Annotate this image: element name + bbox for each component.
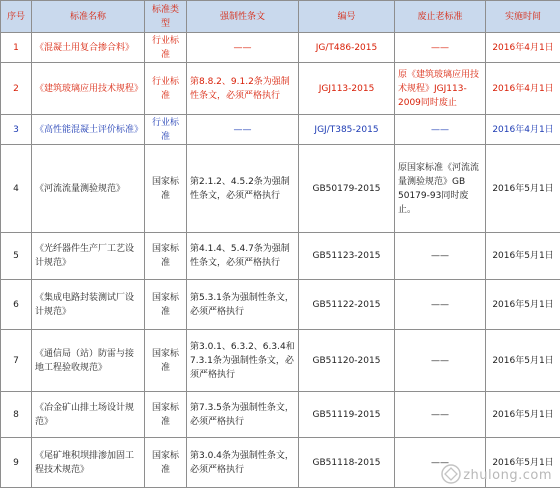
header-name: 标准名称	[32, 1, 145, 33]
cell-mandatory: 第2.1.2、4.5.2条为强制性条文，必须严格执行	[187, 145, 299, 233]
cell-replaced: ——	[395, 33, 486, 63]
cell-date: 2016年4月1日	[486, 33, 560, 63]
cell-date: 2016年5月1日	[486, 438, 560, 488]
cell-type: 国家标准	[145, 145, 187, 233]
cell-code: JGJ/T385-2015	[299, 115, 395, 145]
cell-code: JGJ113-2015	[299, 63, 395, 115]
table-row	[1, 280, 560, 330]
cell-code: GB50179-2015	[299, 145, 395, 233]
cell-type: 行业标准	[145, 63, 187, 115]
cell-type: 国家标准	[145, 280, 187, 330]
table-row	[1, 33, 560, 63]
table-row	[1, 392, 560, 438]
header-mandatory: 强制性条文	[187, 1, 299, 33]
cell-replaced: ——	[395, 392, 486, 438]
cell-date: 2016年5月1日	[486, 330, 560, 392]
cell-code: GB51122-2015	[299, 280, 395, 330]
header-replaced: 废止老标准	[395, 1, 486, 33]
header-code: 编号	[299, 1, 395, 33]
cell-type: 国家标准	[145, 330, 187, 392]
cell-date: 2016年5月1日	[486, 145, 560, 233]
cell-replaced: ——	[395, 233, 486, 280]
cell-date: 2016年5月1日	[486, 280, 560, 330]
cell-replaced: 原《建筑玻璃应用技术规程》JGJ113-2009同时废止	[395, 63, 486, 115]
cell-no: 4	[1, 145, 32, 233]
cell-no: 9	[1, 438, 32, 488]
cell-no: 7	[1, 330, 32, 392]
cell-no: 6	[1, 280, 32, 330]
table-row	[1, 63, 560, 115]
cell-code: GB51118-2015	[299, 438, 395, 488]
cell-replaced: ——	[395, 330, 486, 392]
cell-name: 《混凝土用复合掺合料》	[32, 33, 145, 63]
cell-date: 2016年4月1日	[486, 63, 560, 115]
cell-mandatory: ——	[187, 33, 299, 63]
cell-name: 《尾矿堆积坝排渗加固工程技术规范》	[32, 438, 145, 488]
cell-replaced: 原国家标准《河流流量测验规范》GB 50179-93同时废止。	[395, 145, 486, 233]
table-row	[1, 115, 560, 145]
header-date: 实施时间	[486, 1, 560, 33]
cell-replaced: ——	[395, 115, 486, 145]
cell-mandatory: 第5.3.1条为强制性条文，必须严格执行	[187, 280, 299, 330]
cell-name: 《河流流量测验规范》	[32, 145, 145, 233]
cell-type: 国家标准	[145, 233, 187, 280]
header-type: 标准类型	[145, 1, 187, 33]
cell-date: 2016年4月1日	[486, 115, 560, 145]
cell-code: JG/T486-2015	[299, 33, 395, 63]
cell-mandatory: 第8.8.2、9.1.2条为强制性条文，必须严格执行	[187, 63, 299, 115]
cell-code: GB51119-2015	[299, 392, 395, 438]
table-row	[1, 233, 560, 280]
cell-mandatory: 第3.0.4条为强制性条文，必须严格执行	[187, 438, 299, 488]
header-row	[1, 1, 560, 33]
cell-name: 《集成电路封装测试厂设计规范》	[32, 280, 145, 330]
table-row	[1, 145, 560, 233]
table-row	[1, 330, 560, 392]
cell-type: 国家标准	[145, 392, 187, 438]
cell-replaced: ——	[395, 438, 486, 488]
cell-type: 行业标准	[145, 115, 187, 145]
cell-date: 2016年5月1日	[486, 233, 560, 280]
cell-type: 行业标准	[145, 33, 187, 63]
cell-date: 2016年5月1日	[486, 392, 560, 438]
cell-no: 3	[1, 115, 32, 145]
cell-name: 《冶金矿山排土场设计规范》	[32, 392, 145, 438]
cell-no: 5	[1, 233, 32, 280]
cell-name: 《光纤器件生产厂工艺设计规范》	[32, 233, 145, 280]
cell-replaced: ——	[395, 280, 486, 330]
cell-mandatory: 第4.1.4、5.4.7条为强制性条文，必须严格执行	[187, 233, 299, 280]
cell-no: 1	[1, 33, 32, 63]
cell-name: 《建筑玻璃应用技术规程》	[32, 63, 145, 115]
cell-no: 8	[1, 392, 32, 438]
cell-name: 《高性能混凝土评价标准》	[32, 115, 145, 145]
cell-no: 2	[1, 63, 32, 115]
cell-mandatory: 第3.0.1、6.3.2、6.3.4和7.3.1条为强制性条文，必须严格执行	[187, 330, 299, 392]
cell-type: 国家标准	[145, 438, 187, 488]
cell-code: GB51123-2015	[299, 233, 395, 280]
cell-code: GB51120-2015	[299, 330, 395, 392]
cell-mandatory: ——	[187, 115, 299, 145]
watermark: zhulong.com	[463, 468, 552, 483]
cell-name: 《通信局（站）防雷与接地工程验收规范》	[32, 330, 145, 392]
zhulong-logo-icon	[440, 463, 462, 485]
header-no: 序号	[1, 1, 32, 33]
cell-mandatory: 第7.3.5条为强制性条文，必须严格执行	[187, 392, 299, 438]
